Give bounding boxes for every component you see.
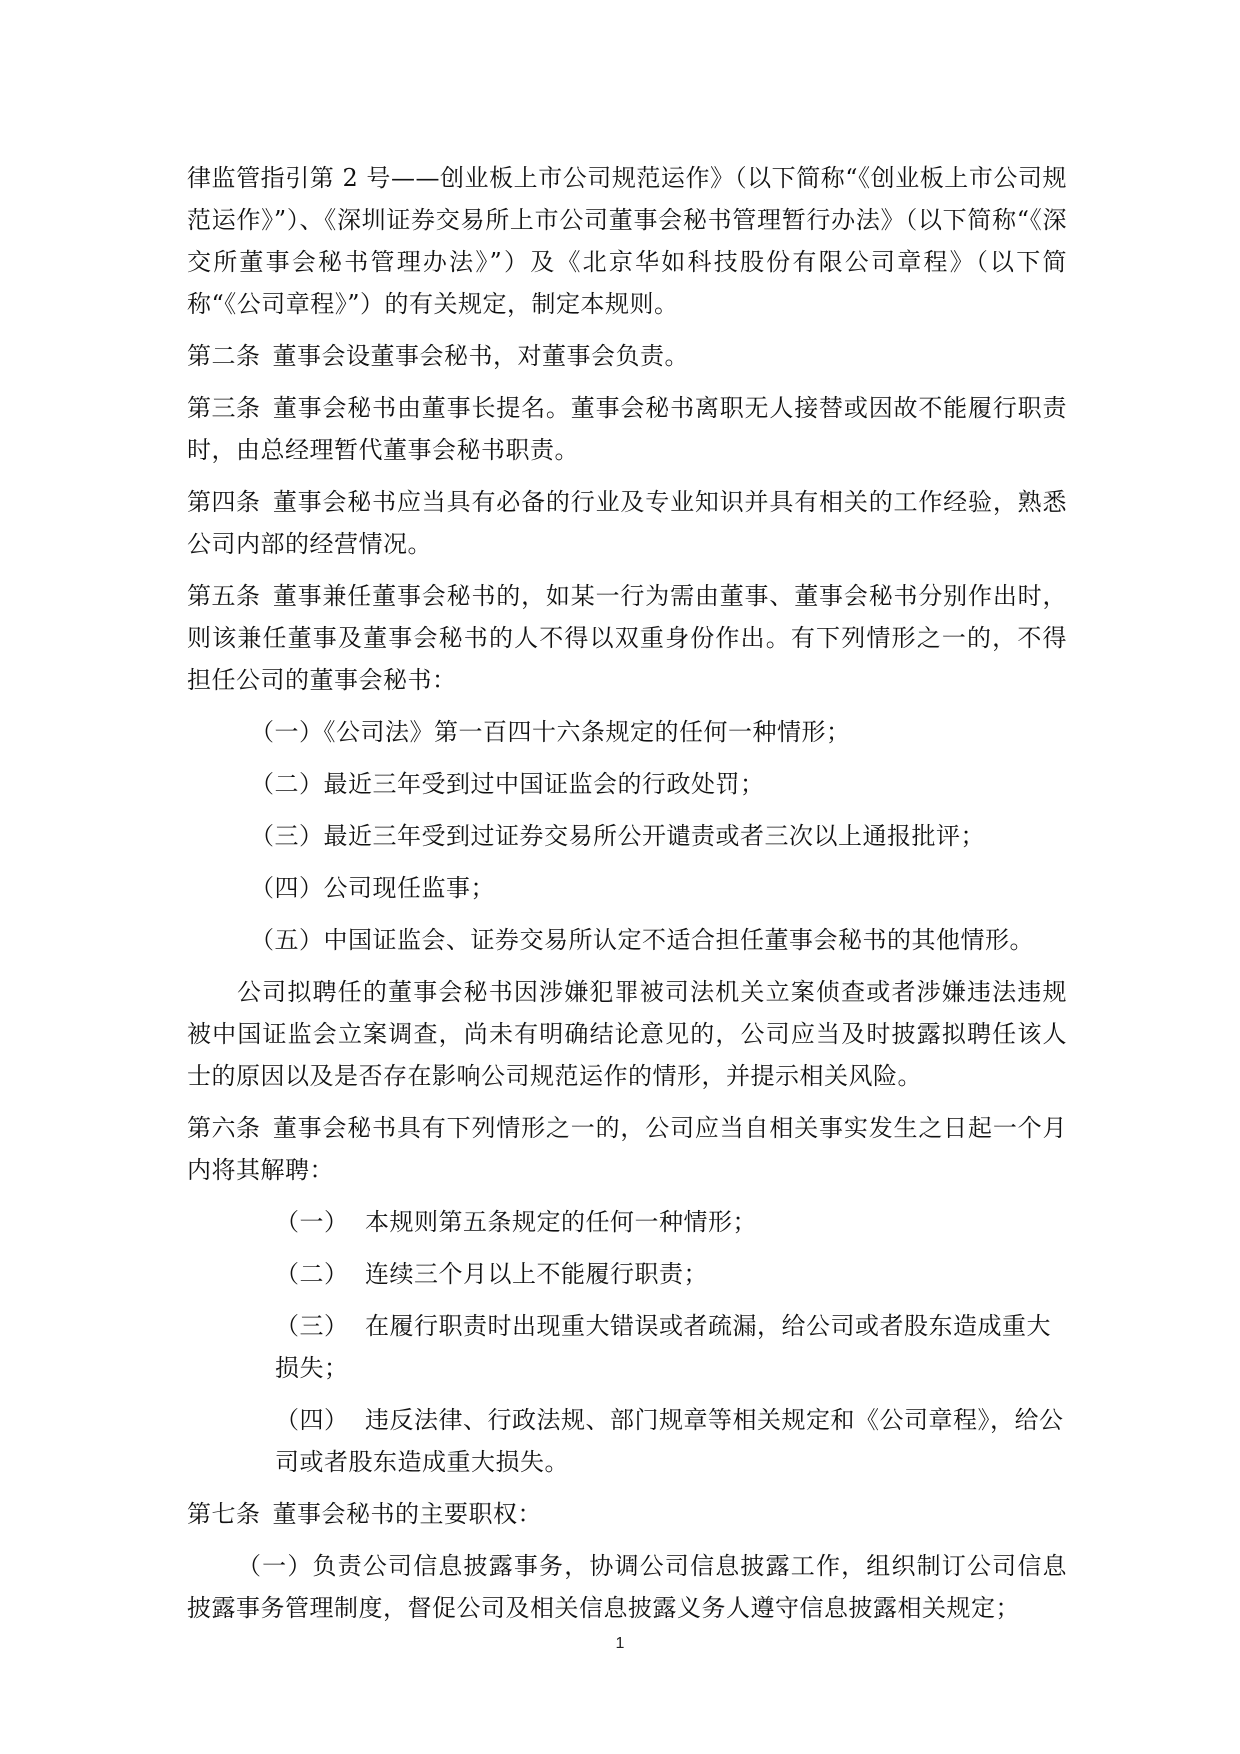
article-label: 第四条: [187, 488, 261, 516]
page-number: 1: [615, 1635, 625, 1652]
article-label: 第三条: [187, 394, 261, 422]
article-5: [187, 575, 1067, 701]
list-item-text: 违反法律、行政法规、部门规章等相关规定和《公司章程》，给公司或者股东造成重大损失。: [275, 1406, 1064, 1476]
list-item-number: （四）: [275, 1406, 349, 1434]
document-body: [187, 157, 1067, 1639]
list-item-text: 连续三个月以上不能履行职责；: [365, 1260, 708, 1288]
article-4: [187, 481, 1067, 565]
list-item: （四）公司现任监事；: [250, 874, 495, 902]
article-label: 第二条: [187, 342, 261, 370]
list-item: [187, 1253, 1067, 1295]
list-item-text: 本规则第五条规定的任何一种情形；: [365, 1208, 757, 1236]
list-item: （五）中国证监会、证券交易所认定不适合担任董事会秘书的其他情形。: [250, 926, 1034, 954]
list-item: （二）最近三年受到过中国证监会的行政处罚；: [250, 770, 765, 798]
list-item: （一）负责公司信息披露事务，协调公司信息披露工作，组织制订公司信息披露事务管理制度，督促公司及相关信息披露义务人遵守信息披露相关规定；: [187, 1552, 1067, 1622]
article-text: 董事会设董事会秘书，对董事会负责。: [272, 342, 689, 370]
list-item: [187, 1201, 1067, 1243]
article-text: 董事会秘书由董事长提名。董事会秘书离职无人接替或因故不能履行职责时，由总经理暂代董事会秘书职责。: [187, 394, 1067, 464]
list-item: （一）《公司法》第一百四十六条规定的任何一种情形；: [250, 718, 851, 746]
list-item: [187, 1399, 1067, 1483]
list-item-text: 在履行职责时出现重大错误或者疏漏，给公司或者股东造成重大损失；: [275, 1312, 1051, 1382]
article-text: 董事会秘书的主要职权：: [272, 1500, 542, 1528]
article-label: 第六条: [187, 1114, 261, 1142]
article-5-note: 公司拟聘任的董事会秘书因涉嫌犯罪被司法机关立案侦查或者涉嫌违法违规被中国证监会立案调查，尚未有明确结论意见的，公司应当及时披露拟聘任该人士的原因以及是否存在影响公司规范运作的情形，并提示相关风险。: [187, 978, 1067, 1090]
list-item-number: （三）: [275, 1312, 349, 1340]
article-text: 董事兼任董事会秘书的，如某一行为需由董事、董事会秘书分别作出时，则该兼任董事及董事会秘书的人不得以双重身份作出。有下列情形之一的，不得担任公司的董事会秘书：: [187, 582, 1067, 694]
article-2: [187, 335, 1067, 377]
article-text: 董事会秘书具有下列情形之一的，公司应当自相关事实发生之日起一个月内将其解聘：: [187, 1114, 1067, 1184]
article-6: [187, 1107, 1067, 1191]
article-text: 董事会秘书应当具有必备的行业及专业知识并具有相关的工作经验，熟悉公司内部的经营情况。: [187, 488, 1067, 558]
list-item-number: （二）: [275, 1260, 349, 1288]
list-item: [187, 1305, 1067, 1389]
article-7: [187, 1493, 1067, 1535]
article-label: 第五条: [187, 582, 261, 610]
intro-paragraph: 律监管指引第 2 号——创业板上市公司规范运作》（以下简称“《创业板上市公司规范运作》”）、《深圳证券交易所上市公司董事会秘书管理暂行办法》（以下简称“《深交所董事会秘书管理办法》”）及《北京华如科技股份有限公司章程》（以下简称“《公司章程》”）的有关规定，制定本规则。: [187, 164, 1067, 318]
article-label: 第七条: [187, 1500, 261, 1528]
list-item-number: （一）: [275, 1208, 349, 1236]
list-item: （三）最近三年受到过证券交易所公开谴责或者三次以上通报批评；: [250, 822, 985, 850]
article-3: [187, 387, 1067, 471]
